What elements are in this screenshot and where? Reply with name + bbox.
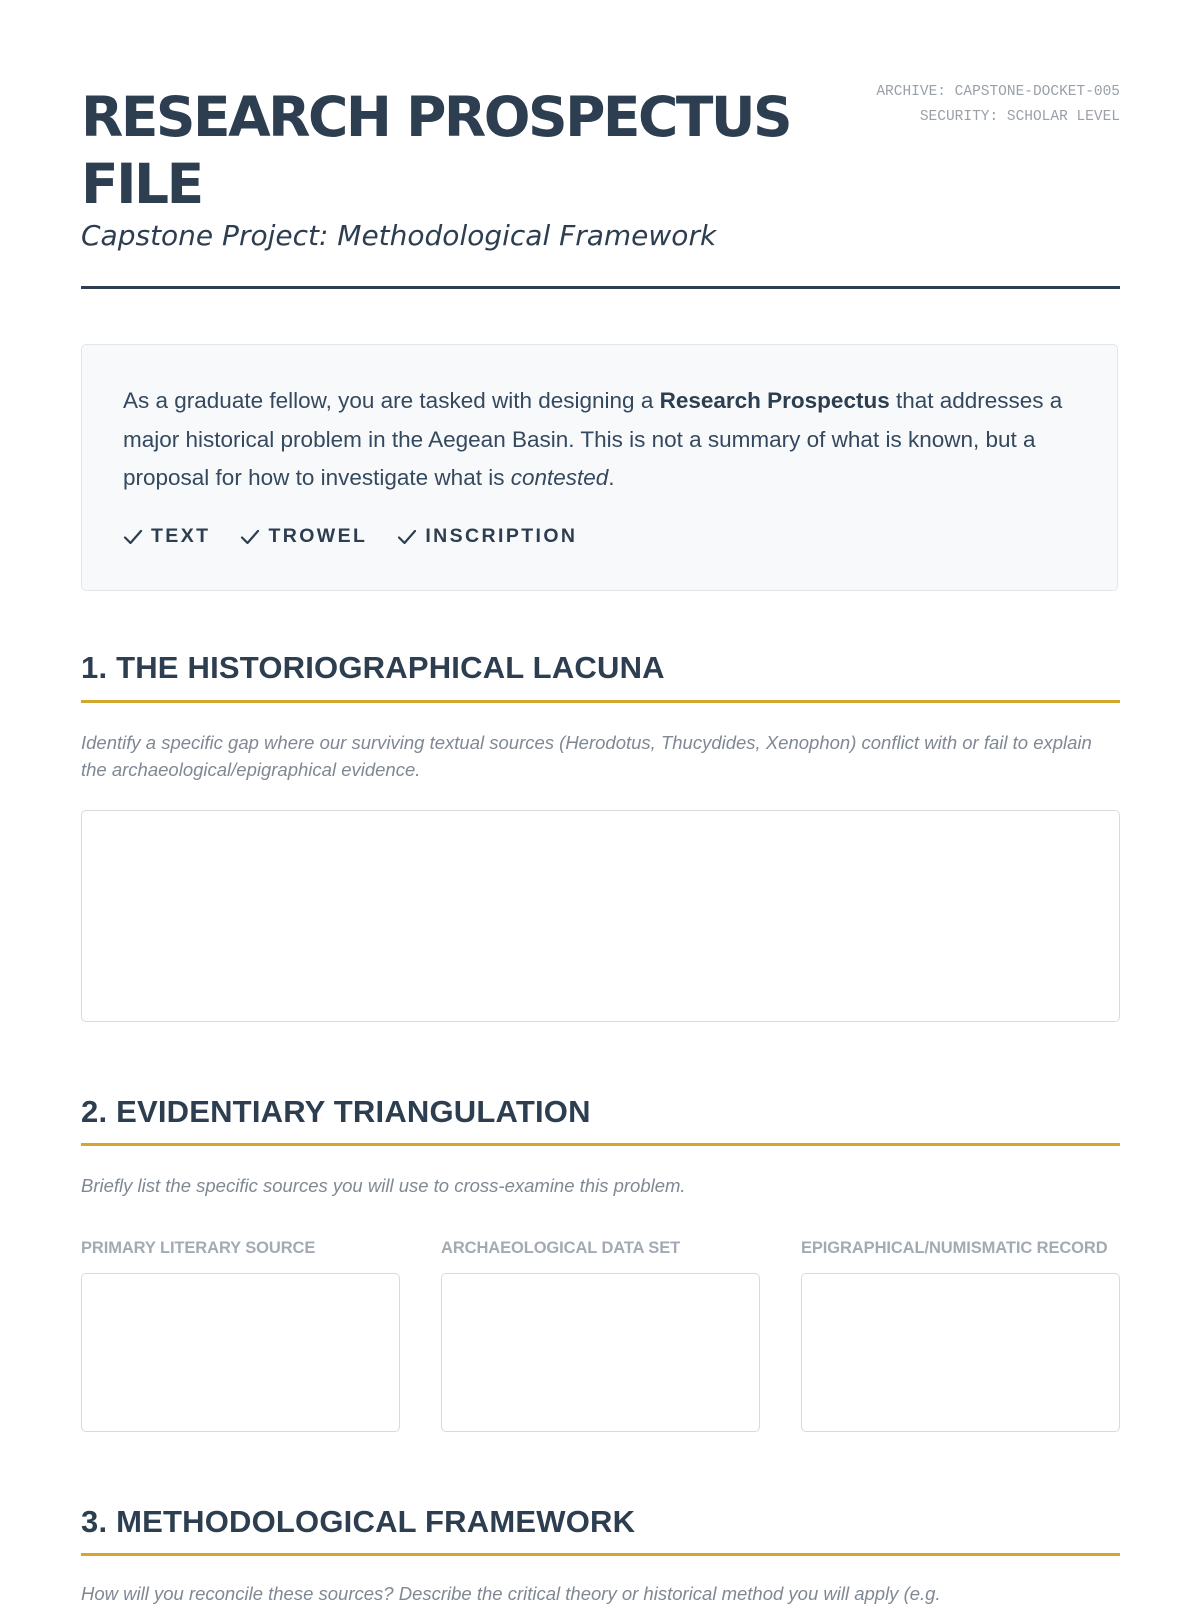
epigraphical-record-label: EPIGRAPHICAL/NUMISMATIC RECORD: [801, 1239, 1108, 1257]
section-3-hint: How will you reconcile these sources? Describe the critical theory or historical method you will apply (e.g.: [81, 1583, 941, 1604]
archaeological-data-set-field[interactable]: [441, 1273, 760, 1432]
intro-text-part: As a graduate fellow, you are tasked with designing a: [123, 388, 660, 413]
archive-id: ARCHIVE: CAPSTONE-DOCKET-005: [876, 84, 1120, 100]
section-3-heading: 3. METHODOLOGICAL FRAMEWORK: [81, 1504, 636, 1539]
archaeological-data-set-label: ARCHAEOLOGICAL DATA SET: [441, 1239, 681, 1257]
section-2-hint: Briefly list the specific sources you will use to cross-examine this problem.: [81, 1175, 686, 1196]
tag-label: TROWEL: [268, 525, 368, 547]
intro-text-end: .: [608, 465, 615, 490]
check-icon: [397, 529, 417, 545]
section-1-hint: Identify a specific gap where our surviving textual sources (Herodotus, Thucydides, Xenophon) conflict with or fail to explain the archaeological/epigraphical evidence.: [81, 732, 1092, 780]
tag-label: TEXT: [151, 525, 211, 547]
page-subtitle: Capstone Project: Methodological Framework: [81, 219, 717, 252]
intro-panel: [81, 344, 1118, 591]
section-1-divider: [81, 700, 1120, 703]
archive-metadata: [850, 80, 1120, 130]
section-1-heading: 1. THE HISTORIOGRAPHICAL LACUNA: [81, 650, 665, 685]
intro-text-part: that addresses a major historical problem in the Aegean Basin. This is not a summary of what is known, but a proposal for how to investigate what is: [123, 388, 1063, 490]
prospectus-page: [81, 0, 1120, 1604]
check-icon: [123, 529, 143, 545]
primary-literary-source-field[interactable]: [81, 1273, 400, 1432]
document-header: [81, 0, 1120, 290]
section-2-divider: [81, 1143, 1120, 1146]
epigraphical-record-field[interactable]: [801, 1273, 1120, 1432]
security-level: SECURITY: SCHOLAR LEVEL: [919, 109, 1120, 125]
header-divider: [81, 286, 1120, 289]
tag-inscription: [397, 525, 577, 548]
tag-label: INSCRIPTION: [425, 525, 578, 547]
intro-bold-term: Research Prospectus: [659, 388, 890, 413]
intro-italic-term: contested: [510, 465, 609, 490]
tag-trowel: [240, 525, 367, 548]
section-2-heading: 2. EVIDENTIARY TRIANGULATION: [81, 1094, 591, 1129]
intro-text: [123, 382, 1083, 498]
method-tags: [123, 525, 577, 548]
lacuna-response-field[interactable]: [81, 810, 1120, 1022]
section-3-divider: [81, 1553, 1120, 1556]
page-title: RESEARCH PROSPECTUS FILE: [81, 85, 791, 216]
tag-text: [123, 525, 210, 548]
primary-literary-source-label: PRIMARY LITERARY SOURCE: [81, 1239, 316, 1257]
check-icon: [240, 529, 260, 545]
